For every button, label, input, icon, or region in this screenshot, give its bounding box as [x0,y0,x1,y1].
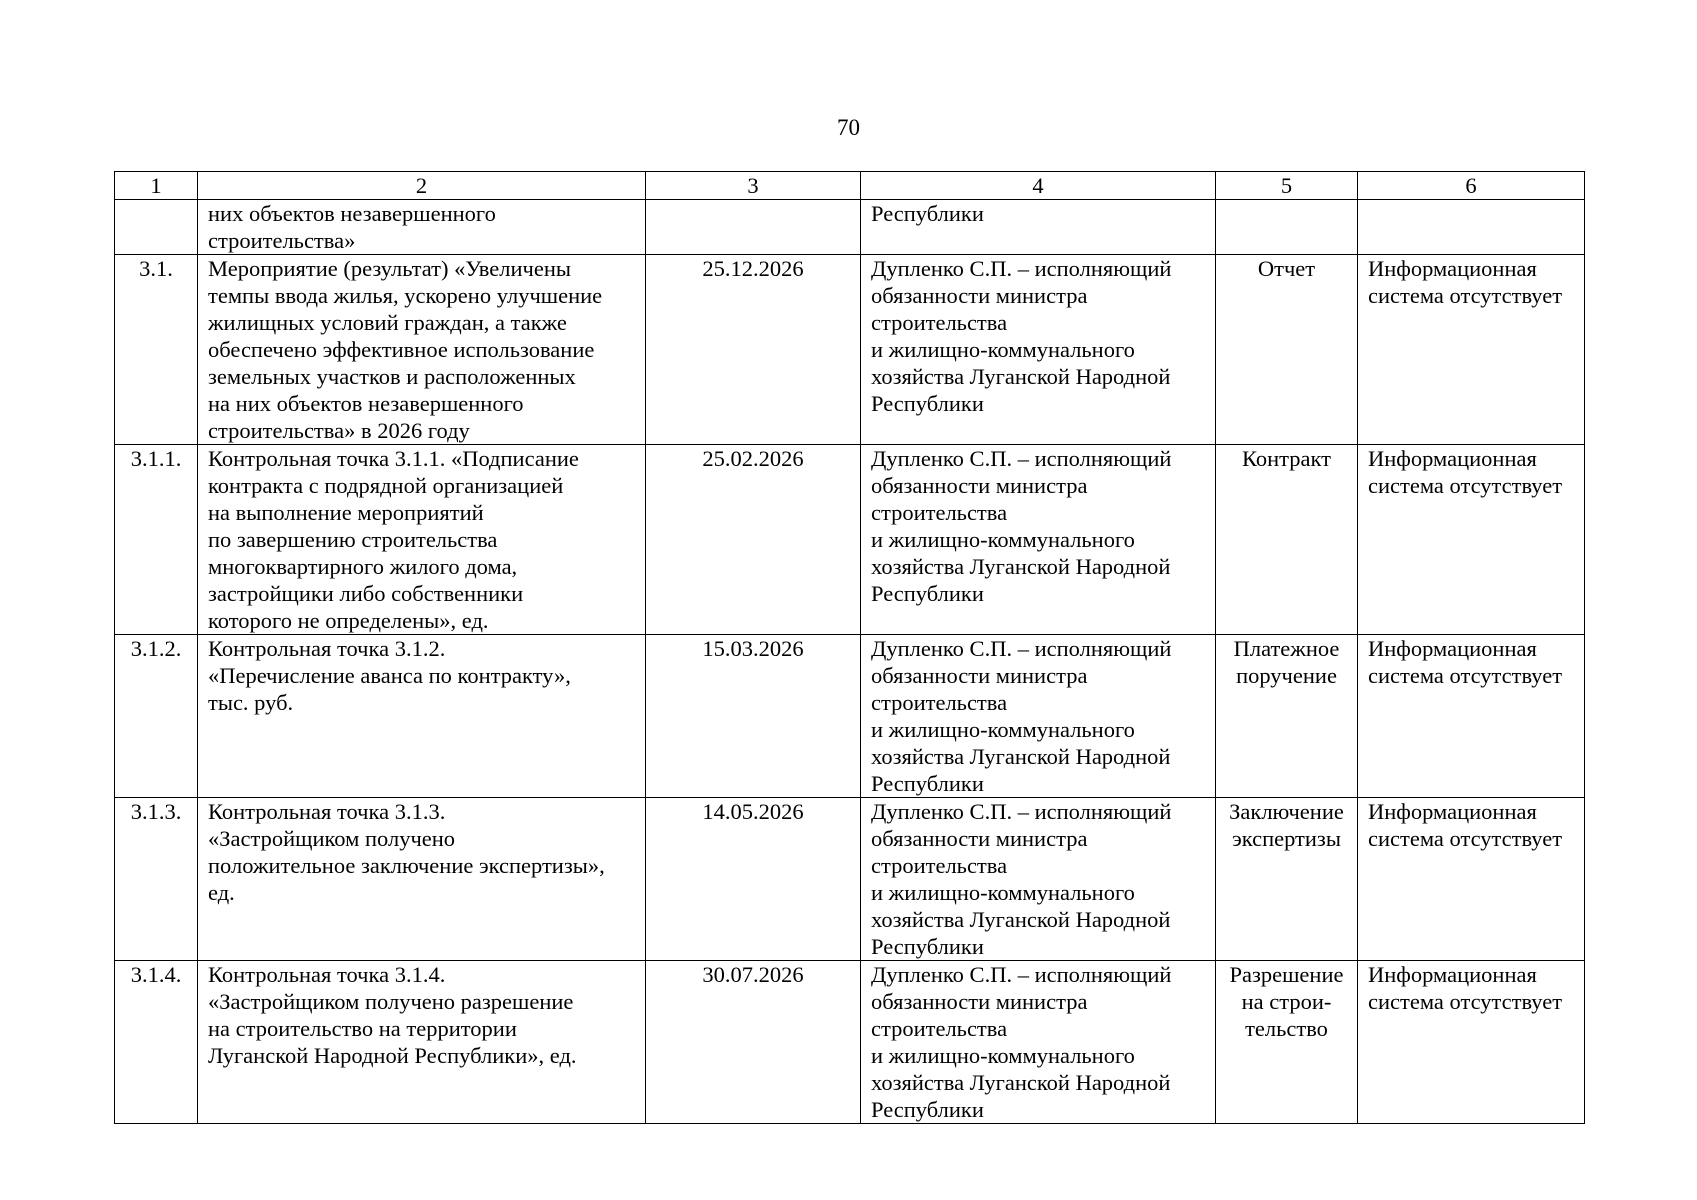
row-name: Мероприятие (результат) «Увеличены темпы ввода жилья, ускорено улучшение жилищных условий граждан, а также обеспечено эффективное использование земельных участков и расположенных на них объектов незавершенного строительства» в 2026 году [198,255,646,445]
row-number [115,200,198,255]
table-row [115,445,1585,635]
row-number: 3.1. [115,255,198,445]
row-date: 25.02.2026 [646,445,861,635]
row-date: 15.03.2026 [646,635,861,798]
row-system: Информационная система отсутствует [1358,961,1585,1124]
row-name: Контрольная точка 3.1.4. «Застройщиком получено разрешение на строительство на территории Луганской Народной Республики», ед. [198,961,646,1124]
row-name: Контрольная точка 3.1.1. «Подписание контракта с подрядной организацией на выполнение мероприятий по завершению строительства многоквартирного жилого дома, застройщики либо собственники которого не определены», ед. [198,445,646,635]
row-document: Контракт [1216,445,1358,635]
row-system: Информационная система отсутствует [1358,635,1585,798]
row-system: Информационная система отсутствует [1358,445,1585,635]
column-header: 5 [1216,172,1358,200]
table-row [115,200,1585,255]
table-row [115,635,1585,798]
row-date: 25.12.2026 [646,255,861,445]
row-number: 3.1.2. [115,635,198,798]
table-row [115,798,1585,961]
column-header: 2 [198,172,646,200]
row-document: Заключение экспертизы [1216,798,1358,961]
column-header: 1 [115,172,198,200]
row-name: них объектов незавершенного строительства» [198,200,646,255]
row-responsible: Дупленко С.П. – исполняющий обязанности министра строительства и жилищно-коммунального хозяйства Луганской Народной Республики [861,255,1216,445]
row-number: 3.1.1. [115,445,198,635]
table-header-row [115,172,1585,200]
column-header: 4 [861,172,1216,200]
row-responsible: Республики [861,200,1216,255]
row-system [1358,200,1585,255]
page-number: 70 [837,115,860,140]
row-date: 30.07.2026 [646,961,861,1124]
column-header: 3 [646,172,861,200]
column-header: 6 [1358,172,1585,200]
row-system: Информационная система отсутствует [1358,255,1585,445]
row-responsible: Дупленко С.П. – исполняющий обязанности министра строительства и жилищно-коммунального хозяйства Луганской Народной Республики [861,798,1216,961]
row-responsible: Дупленко С.П. – исполняющий обязанности министра строительства и жилищно-коммунального хозяйства Луганской Народной Республики [861,961,1216,1124]
row-date: 14.05.2026 [646,798,861,961]
row-document: Разрешение на строи- тельство [1216,961,1358,1124]
row-responsible: Дупленко С.П. – исполняющий обязанности министра строительства и жилищно-коммунального хозяйства Луганской Народной Республики [861,635,1216,798]
plan-table [114,171,1585,1124]
row-responsible: Дупленко С.П. – исполняющий обязанности министра строительства и жилищно-коммунального хозяйства Луганской Народной Республики [861,445,1216,635]
row-document [1216,200,1358,255]
row-number: 3.1.3. [115,798,198,961]
row-number: 3.1.4. [115,961,198,1124]
row-date [646,200,861,255]
row-document: Платежное поручение [1216,635,1358,798]
row-document: Отчет [1216,255,1358,445]
table-row [115,961,1585,1124]
row-system: Информационная система отсутствует [1358,798,1585,961]
table-row [115,255,1585,445]
row-name: Контрольная точка 3.1.3. «Застройщиком получено положительное заключение экспертизы», ед. [198,798,646,961]
row-name: Контрольная точка 3.1.2. «Перечисление аванса по контракту», тыс. руб. [198,635,646,798]
